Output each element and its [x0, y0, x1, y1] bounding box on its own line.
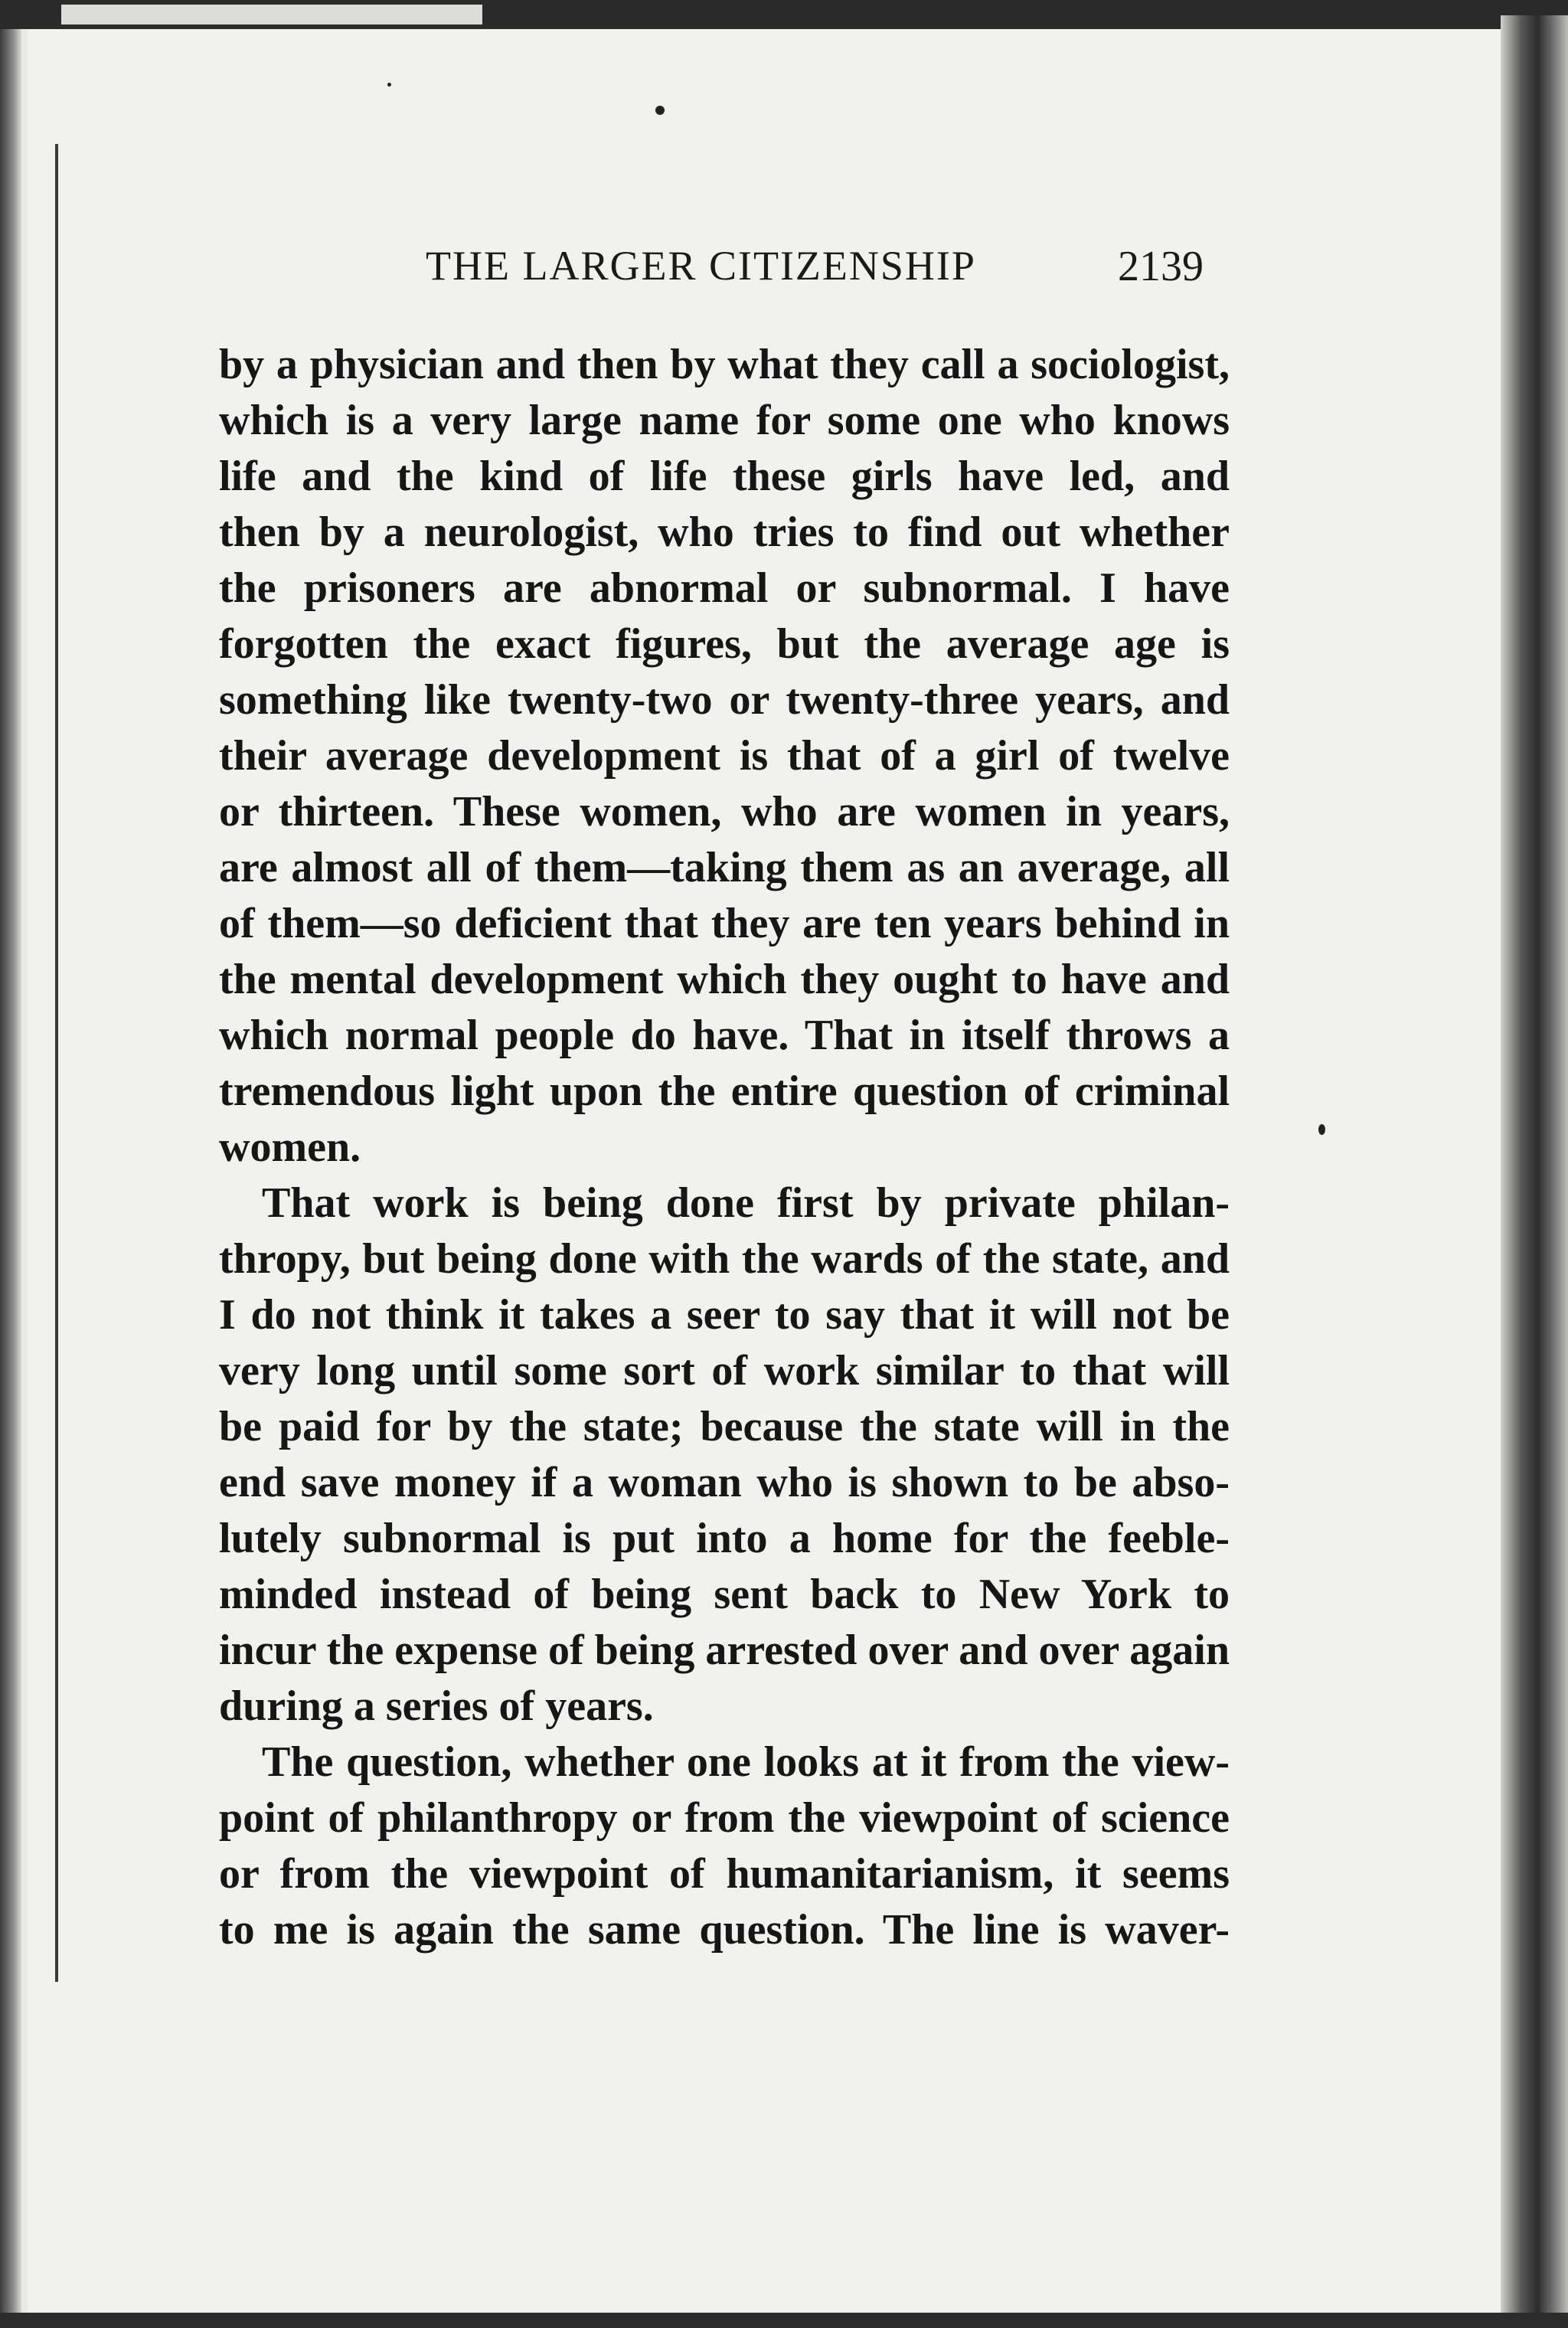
- scan-right-shadow: [1501, 15, 1568, 2320]
- text-line: tremendous light upon the entire question of criminal: [219, 1068, 1230, 1115]
- text-line: or thirteen. These women, who are women in years,: [219, 788, 1230, 835]
- paragraph-2: [219, 1175, 1230, 1735]
- text-line: the prisoners are abnormal or subnormal. I have: [219, 564, 1230, 612]
- text-line: the mental development which they ought to have and: [219, 956, 1230, 1003]
- text-line: I do not think it takes a seer to say that it will not be: [219, 1291, 1230, 1339]
- text-line: point of philanthropy or from the viewpoint of science: [219, 1794, 1230, 1842]
- ink-speck: [387, 83, 391, 87]
- text-line: thropy, but being done with the wards of the state, and: [219, 1235, 1230, 1283]
- text-line: by a physician and then by what they call a sociologist,: [219, 341, 1230, 388]
- text-line: which is a very large name for some one who knows: [219, 397, 1230, 444]
- running-head-title: THE LARGER CITIZENSHIP: [426, 243, 976, 289]
- text-line: end save money if a woman who is shown to be abso-: [219, 1459, 1230, 1506]
- text-line: something like twenty-two or twenty-three years, and: [219, 676, 1230, 724]
- text-line: or from the viewpoint of humanitarianism, it seems: [219, 1850, 1230, 1898]
- text-line: women.: [219, 1123, 361, 1171]
- scan-top-light-strip: [61, 5, 482, 25]
- text-line: life and the kind of life these girls have led, and: [219, 453, 1230, 500]
- page-edge-line: [55, 144, 58, 1982]
- text-line: forgotten the exact figures, but the average age is: [219, 620, 1230, 668]
- text-line: very long until some sort of work similar to that will: [219, 1347, 1230, 1395]
- ink-speck: [655, 106, 665, 115]
- paragraph-1: [219, 337, 1230, 1175]
- page-number: 2139: [1118, 243, 1204, 290]
- paragraph-3: [219, 1735, 1230, 1958]
- text-line: to me is again the same question. The line is waver-: [219, 1906, 1230, 1954]
- text-line: lutely subnormal is put into a home for the feeble-: [219, 1515, 1230, 1562]
- scan-left-edge: [0, 0, 21, 2328]
- text-line: of them—so deficient that they are ten years behind in: [219, 900, 1230, 947]
- scan-bottom-edge: [0, 2313, 1568, 2328]
- text-line: then by a neurologist, who tries to find out whether: [219, 508, 1230, 556]
- ink-speck: [1318, 1124, 1325, 1135]
- running-head: [214, 214, 1259, 290]
- text-line: That work is being done first by private philan-: [262, 1179, 1230, 1227]
- text-line: minded instead of being sent back to New York to: [219, 1571, 1230, 1618]
- body-text: [219, 337, 1230, 1958]
- text-line: The question, whether one looks at it from the view-: [262, 1738, 1230, 1786]
- text-line: their average development is that of a girl of twelve: [219, 732, 1230, 780]
- text-line: be paid for by the state; because the state will in the: [219, 1403, 1230, 1450]
- text-line: incur the expense of being arrested over and over again: [219, 1627, 1230, 1674]
- text-line: which normal people do have. That in itself throws a: [219, 1012, 1230, 1059]
- text-line: are almost all of them—taking them as an average, all: [219, 844, 1230, 891]
- text-line: during a series of years.: [219, 1682, 654, 1730]
